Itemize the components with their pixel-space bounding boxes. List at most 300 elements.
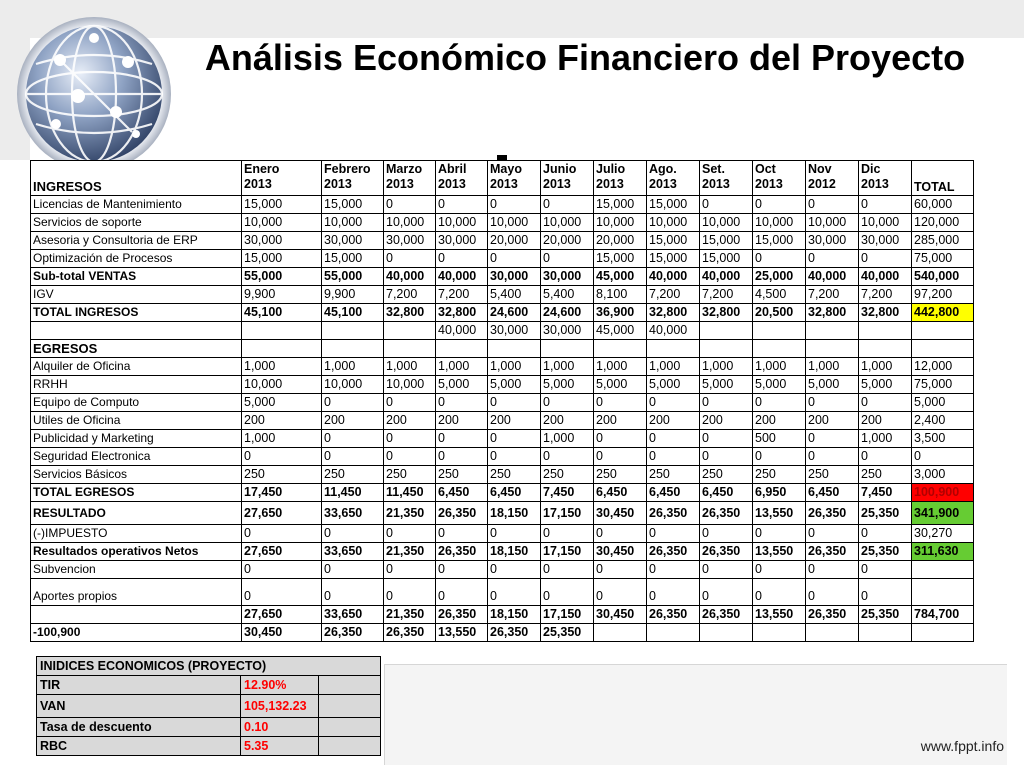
table-row [31, 484, 974, 502]
value-cell: 250 [384, 466, 436, 484]
value-cell: 0 [859, 579, 912, 606]
value-cell: 0 [594, 579, 647, 606]
value-cell: 24,600 [541, 304, 594, 322]
value-cell: 1,000 [322, 358, 384, 376]
value-cell: 9,900 [242, 286, 322, 304]
row-label: TOTAL EGRESOS [31, 484, 242, 502]
value-cell: 0 [242, 579, 322, 606]
row-label: (-)IMPUESTO [31, 525, 242, 543]
value-cell: 0 [436, 448, 488, 466]
value-cell: 30,000 [806, 232, 859, 250]
month-name: Mayo [490, 162, 522, 176]
month-name: Junio [543, 162, 577, 176]
value-cell: 26,350 [647, 502, 700, 525]
row-label: Licencias de Mantenimiento [31, 196, 242, 214]
table-row [31, 412, 974, 430]
value-cell: 15,000 [242, 250, 322, 268]
value-cell: 0 [384, 250, 436, 268]
value-cell: 15,000 [647, 232, 700, 250]
background-panel [384, 664, 1007, 765]
month-year: 2013 [596, 177, 624, 191]
value-cell [647, 340, 700, 358]
value-cell: 0 [700, 579, 753, 606]
value-cell: 30,450 [242, 624, 322, 642]
table-row [31, 322, 974, 340]
total-cell: 75,000 [912, 250, 974, 268]
value-cell: 0 [647, 561, 700, 579]
table-row [31, 340, 974, 358]
value-cell: 26,350 [700, 543, 753, 561]
value-cell: 7,200 [647, 286, 700, 304]
value-cell: 27,650 [242, 502, 322, 525]
value-cell: 0 [700, 394, 753, 412]
value-cell: 0 [384, 196, 436, 214]
total-cell [912, 624, 974, 642]
header-label: INGRESOS [31, 161, 242, 196]
value-cell: 5,000 [806, 376, 859, 394]
value-cell: 10,000 [384, 214, 436, 232]
value-cell: 0 [753, 525, 806, 543]
value-cell: 26,350 [488, 624, 541, 642]
value-cell: 26,350 [322, 624, 384, 642]
row-label: Utiles de Oficina [31, 412, 242, 430]
value-cell: 0 [488, 579, 541, 606]
table-row [31, 430, 974, 448]
value-cell: 7,200 [384, 286, 436, 304]
total-cell [912, 579, 974, 606]
value-cell: 10,000 [859, 214, 912, 232]
row-label: Servicios de soporte [31, 214, 242, 232]
month-name: Abril [438, 162, 467, 176]
value-cell: 0 [541, 579, 594, 606]
value-cell [700, 322, 753, 340]
value-cell: 25,350 [541, 624, 594, 642]
value-cell: 200 [436, 412, 488, 430]
value-cell [322, 322, 384, 340]
row-label: -100,900 [31, 624, 242, 642]
value-cell: 200 [647, 412, 700, 430]
table-row [31, 232, 974, 250]
row-label: EGRESOS [31, 340, 242, 358]
row-label: Subvencion [31, 561, 242, 579]
value-cell: 18,150 [488, 543, 541, 561]
month-year: 2013 [386, 177, 414, 191]
value-cell [753, 340, 806, 358]
total-header: TOTAL [912, 161, 974, 196]
value-cell [322, 340, 384, 358]
value-cell: 25,350 [859, 543, 912, 561]
value-cell [594, 624, 647, 642]
row-label: RESULTADO [31, 502, 242, 525]
indices-box [36, 656, 381, 756]
value-cell: 0 [647, 525, 700, 543]
value-cell: 9,900 [322, 286, 384, 304]
value-cell: 0 [322, 561, 384, 579]
value-cell: 15,000 [242, 196, 322, 214]
month-year: 2013 [755, 177, 783, 191]
value-cell: 200 [594, 412, 647, 430]
value-cell: 0 [859, 561, 912, 579]
row-label: TOTAL INGRESOS [31, 304, 242, 322]
month-header [488, 161, 541, 196]
value-cell: 0 [488, 430, 541, 448]
value-cell [647, 624, 700, 642]
value-cell: 5,000 [753, 376, 806, 394]
globe-logo-icon [16, 16, 172, 172]
value-cell: 13,550 [753, 606, 806, 624]
value-cell: 45,100 [322, 304, 384, 322]
month-year: 2013 [702, 177, 730, 191]
index-label: Tasa de descuento [37, 718, 241, 737]
value-cell: 32,800 [647, 304, 700, 322]
table-row [31, 543, 974, 561]
value-cell: 11,450 [322, 484, 384, 502]
month-year: 2013 [438, 177, 466, 191]
month-name: Set. [702, 162, 725, 176]
value-cell [384, 322, 436, 340]
value-cell: 17,450 [242, 484, 322, 502]
value-cell: 5,000 [488, 376, 541, 394]
value-cell: 6,450 [806, 484, 859, 502]
value-cell: 30,000 [859, 232, 912, 250]
value-cell: 40,000 [859, 268, 912, 286]
value-cell: 0 [242, 525, 322, 543]
value-cell: 250 [436, 466, 488, 484]
total-cell: 285,000 [912, 232, 974, 250]
value-cell: 0 [242, 561, 322, 579]
value-cell: 6,450 [700, 484, 753, 502]
value-cell: 17,150 [541, 606, 594, 624]
value-cell: 27,650 [242, 606, 322, 624]
value-cell: 0 [594, 561, 647, 579]
value-cell: 5,000 [541, 376, 594, 394]
value-cell: 15,000 [753, 232, 806, 250]
value-cell: 1,000 [753, 358, 806, 376]
value-cell: 26,350 [647, 606, 700, 624]
value-cell: 15,000 [647, 196, 700, 214]
value-cell [859, 322, 912, 340]
month-header [647, 161, 700, 196]
value-cell: 13,550 [436, 624, 488, 642]
value-cell: 40,000 [806, 268, 859, 286]
value-cell: 15,000 [322, 196, 384, 214]
value-cell: 10,000 [242, 376, 322, 394]
value-cell: 32,800 [384, 304, 436, 322]
value-cell [242, 322, 322, 340]
value-cell: 0 [594, 448, 647, 466]
value-cell: 15,000 [700, 232, 753, 250]
value-cell: 55,000 [242, 268, 322, 286]
value-cell: 21,350 [384, 606, 436, 624]
value-cell: 10,000 [436, 214, 488, 232]
value-cell: 32,800 [700, 304, 753, 322]
value-cell: 0 [594, 430, 647, 448]
value-cell: 6,450 [436, 484, 488, 502]
value-cell: 30,000 [242, 232, 322, 250]
value-cell: 26,350 [806, 502, 859, 525]
total-cell: 97,200 [912, 286, 974, 304]
value-cell: 32,800 [859, 304, 912, 322]
value-cell: 13,550 [753, 502, 806, 525]
value-cell: 33,650 [322, 606, 384, 624]
total-cell: 3,500 [912, 430, 974, 448]
value-cell: 200 [859, 412, 912, 430]
value-cell: 40,000 [436, 268, 488, 286]
value-cell: 10,000 [488, 214, 541, 232]
value-cell: 1,000 [436, 358, 488, 376]
month-header [436, 161, 488, 196]
value-cell: 6,450 [488, 484, 541, 502]
value-cell: 5,000 [242, 394, 322, 412]
value-cell: 10,000 [384, 376, 436, 394]
value-cell: 6,450 [594, 484, 647, 502]
table-row [31, 448, 974, 466]
value-cell: 1,000 [859, 430, 912, 448]
total-cell: 442,800 [912, 304, 974, 322]
value-cell: 33,650 [322, 502, 384, 525]
value-cell [753, 624, 806, 642]
value-cell: 0 [700, 196, 753, 214]
value-cell: 40,000 [700, 268, 753, 286]
value-cell [859, 624, 912, 642]
value-cell [806, 322, 859, 340]
value-cell: 7,200 [859, 286, 912, 304]
value-cell: 30,000 [488, 322, 541, 340]
value-cell [700, 624, 753, 642]
value-cell: 250 [322, 466, 384, 484]
value-cell: 27,650 [242, 543, 322, 561]
value-cell: 0 [753, 579, 806, 606]
total-cell: 3,000 [912, 466, 974, 484]
value-cell: 0 [488, 250, 541, 268]
total-cell [912, 561, 974, 579]
total-cell: 100,900 [912, 484, 974, 502]
value-cell: 1,000 [700, 358, 753, 376]
index-value: 105,132.23 [241, 695, 319, 718]
value-cell: 250 [700, 466, 753, 484]
value-cell: 0 [700, 448, 753, 466]
row-label: Aportes propios [31, 579, 242, 606]
month-name: Oct [755, 162, 776, 176]
value-cell [488, 340, 541, 358]
month-name: Ago. [649, 162, 677, 176]
total-cell: 341,900 [912, 502, 974, 525]
month-name: Dic [861, 162, 881, 176]
value-cell: 7,200 [700, 286, 753, 304]
value-cell: 15,000 [322, 250, 384, 268]
value-cell: 500 [753, 430, 806, 448]
total-cell [912, 322, 974, 340]
value-cell: 0 [806, 250, 859, 268]
value-cell: 0 [384, 394, 436, 412]
value-cell: 200 [753, 412, 806, 430]
value-cell: 1,000 [541, 430, 594, 448]
value-cell: 8,100 [594, 286, 647, 304]
value-cell: 1,000 [242, 358, 322, 376]
value-cell: 20,000 [488, 232, 541, 250]
value-cell: 1,000 [242, 430, 322, 448]
header-row [31, 161, 974, 196]
indices-table [36, 656, 381, 756]
value-cell: 0 [806, 394, 859, 412]
value-cell: 18,150 [488, 606, 541, 624]
month-header [753, 161, 806, 196]
value-cell: 7,450 [859, 484, 912, 502]
value-cell: 11,450 [384, 484, 436, 502]
value-cell: 0 [806, 579, 859, 606]
table-row [31, 358, 974, 376]
table-row [31, 250, 974, 268]
footer-url: www.fppt.info [920, 738, 1004, 754]
value-cell: 32,800 [436, 304, 488, 322]
month-header [384, 161, 436, 196]
value-cell: 13,550 [753, 543, 806, 561]
month-header [806, 161, 859, 196]
value-cell: 250 [488, 466, 541, 484]
value-cell: 6,450 [647, 484, 700, 502]
value-cell: 0 [436, 196, 488, 214]
value-cell: 30,000 [384, 232, 436, 250]
index-label: TIR [37, 676, 241, 695]
table-row [31, 268, 974, 286]
month-year: 2012 [808, 177, 836, 191]
value-cell: 15,000 [647, 250, 700, 268]
month-header [541, 161, 594, 196]
value-cell: 40,000 [436, 322, 488, 340]
value-cell: 17,150 [541, 543, 594, 561]
value-cell: 0 [700, 525, 753, 543]
value-cell: 0 [753, 196, 806, 214]
month-header [859, 161, 912, 196]
value-cell [242, 340, 322, 358]
value-cell: 1,000 [594, 358, 647, 376]
value-cell: 45,100 [242, 304, 322, 322]
value-cell: 40,000 [647, 268, 700, 286]
value-cell: 0 [753, 394, 806, 412]
value-cell: 1,000 [384, 358, 436, 376]
value-cell: 5,000 [859, 376, 912, 394]
month-year: 2013 [861, 177, 889, 191]
total-cell: 311,630 [912, 543, 974, 561]
month-year: 2013 [649, 177, 677, 191]
value-cell: 5,000 [594, 376, 647, 394]
value-cell: 26,350 [700, 606, 753, 624]
total-cell: 540,000 [912, 268, 974, 286]
value-cell: 5,000 [700, 376, 753, 394]
value-cell: 26,350 [806, 606, 859, 624]
page-title: Análisis Económico Financiero del Proyecto [204, 37, 966, 78]
value-cell: 0 [322, 430, 384, 448]
value-cell: 26,350 [436, 606, 488, 624]
value-cell: 0 [436, 250, 488, 268]
value-cell: 0 [436, 525, 488, 543]
index-label: VAN [37, 695, 241, 718]
indices-title: INIDICES ECONOMICOS (PROYECTO) [37, 657, 381, 676]
value-cell: 250 [806, 466, 859, 484]
value-cell: 200 [322, 412, 384, 430]
value-cell: 10,000 [700, 214, 753, 232]
value-cell: 10,000 [806, 214, 859, 232]
value-cell: 20,500 [753, 304, 806, 322]
table-row [31, 286, 974, 304]
value-cell: 15,000 [594, 250, 647, 268]
value-cell: 40,000 [384, 268, 436, 286]
value-cell [384, 340, 436, 358]
value-cell: 250 [242, 466, 322, 484]
value-cell: 30,000 [541, 268, 594, 286]
row-label: Publicidad y Marketing [31, 430, 242, 448]
month-name: Enero [244, 162, 280, 176]
month-year: 2013 [244, 177, 272, 191]
value-cell: 36,900 [594, 304, 647, 322]
value-cell: 200 [806, 412, 859, 430]
value-cell: 18,150 [488, 502, 541, 525]
row-label [31, 322, 242, 340]
table-row [31, 214, 974, 232]
value-cell: 0 [384, 430, 436, 448]
value-cell: 0 [488, 394, 541, 412]
value-cell: 250 [647, 466, 700, 484]
row-label: IGV [31, 286, 242, 304]
value-cell [753, 322, 806, 340]
value-cell: 0 [488, 561, 541, 579]
row-label: Sub-total VENTAS [31, 268, 242, 286]
row-label: Servicios Básicos [31, 466, 242, 484]
value-cell [806, 624, 859, 642]
value-cell: 26,350 [384, 624, 436, 642]
value-cell: 25,350 [859, 606, 912, 624]
value-cell: 0 [384, 525, 436, 543]
total-cell: 784,700 [912, 606, 974, 624]
month-name: Febrero [324, 162, 371, 176]
value-cell: 0 [700, 561, 753, 579]
table-row [31, 466, 974, 484]
month-year: 2013 [543, 177, 571, 191]
index-value: 0.10 [241, 718, 319, 737]
total-cell: 5,000 [912, 394, 974, 412]
financial-sheet [30, 160, 976, 660]
value-cell: 0 [322, 394, 384, 412]
total-cell: 60,000 [912, 196, 974, 214]
month-header [322, 161, 384, 196]
value-cell: 250 [753, 466, 806, 484]
total-cell: 120,000 [912, 214, 974, 232]
value-cell: 10,000 [541, 214, 594, 232]
value-cell: 1,000 [647, 358, 700, 376]
value-cell: 7,200 [436, 286, 488, 304]
value-cell: 0 [384, 579, 436, 606]
value-cell: 30,000 [322, 232, 384, 250]
total-cell: 2,400 [912, 412, 974, 430]
value-cell: 30,450 [594, 502, 647, 525]
value-cell: 7,200 [806, 286, 859, 304]
table-row [31, 394, 974, 412]
value-cell: 30,000 [541, 322, 594, 340]
value-cell: 6,950 [753, 484, 806, 502]
value-cell: 10,000 [242, 214, 322, 232]
total-cell: 0 [912, 448, 974, 466]
value-cell [859, 340, 912, 358]
value-cell: 0 [541, 196, 594, 214]
value-cell: 1,000 [488, 358, 541, 376]
value-cell: 0 [859, 394, 912, 412]
month-year: 2013 [490, 177, 518, 191]
table-row [31, 376, 974, 394]
value-cell: 0 [541, 561, 594, 579]
table-row [31, 606, 974, 624]
value-cell: 25,350 [859, 502, 912, 525]
value-cell: 10,000 [647, 214, 700, 232]
